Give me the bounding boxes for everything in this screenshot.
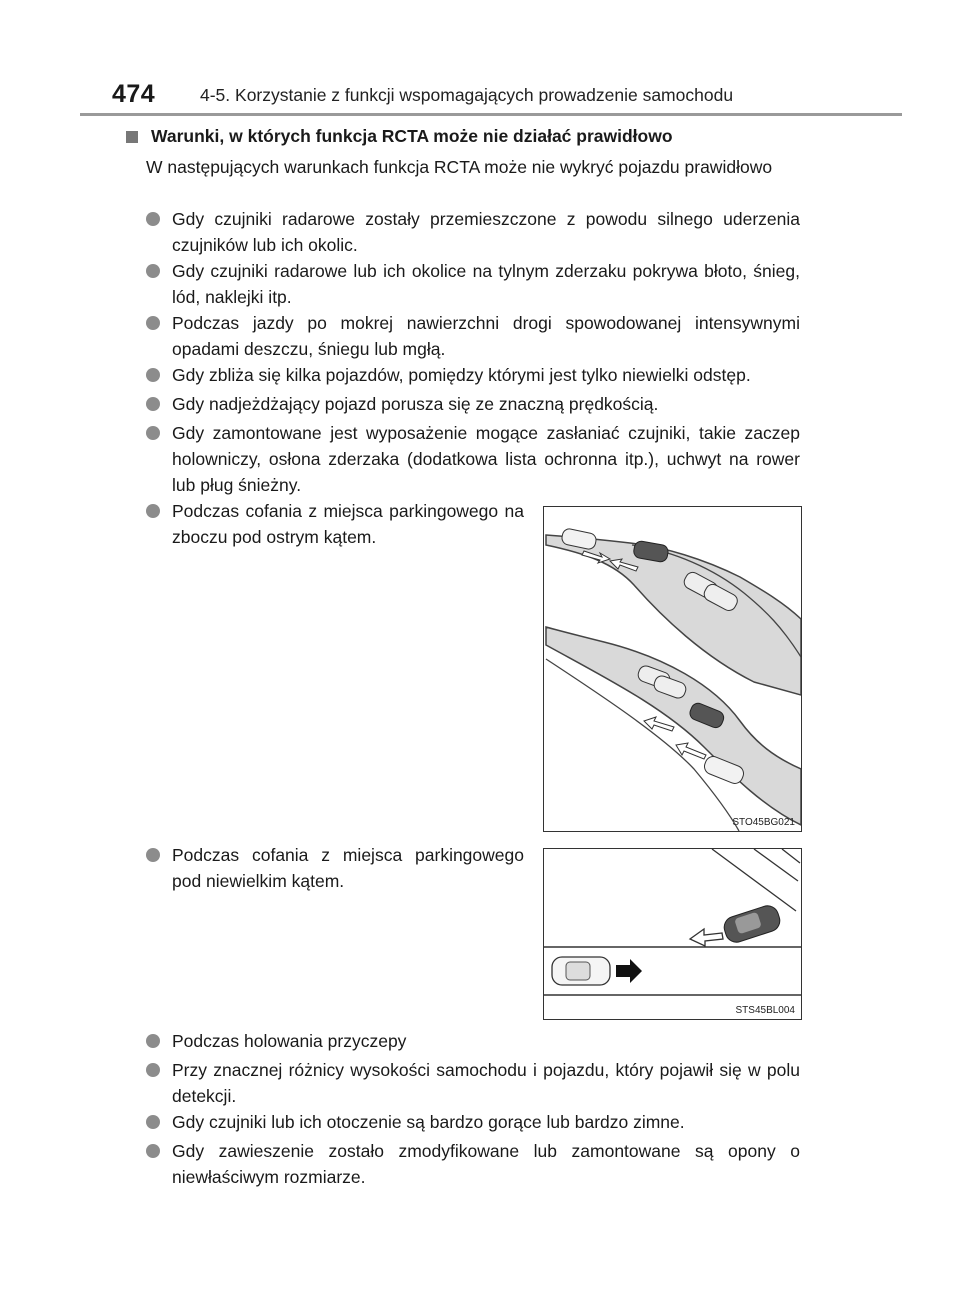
list-item-text: Gdy czujniki radarowe lub ich okolice na tylnym zderzaku pokrywa błoto, śnieg, lód, naklejki itp. — [172, 261, 800, 307]
list-item-text: Podczas holowania przyczepy — [172, 1031, 407, 1051]
list-item — [146, 258, 800, 310]
bullet-dot-icon — [146, 368, 160, 382]
list-item-text: Podczas cofania z miejsca parkingowego na zboczu pod ostrym kątem. — [172, 501, 524, 547]
list-item — [146, 391, 800, 417]
bullet-dot-icon — [146, 504, 160, 518]
figure-code: STS45BL004 — [735, 1005, 795, 1016]
bullet-dot-icon — [146, 1115, 160, 1129]
list-item — [146, 420, 800, 498]
page-header — [108, 76, 908, 116]
list-item — [146, 1138, 800, 1190]
angle-parking-figure — [543, 848, 802, 1020]
list-item — [146, 1057, 800, 1109]
list-item-text: Gdy czujniki radarowe zostały przemieszczone z powodu silnego uderzenia czujników lub ich okolic. — [172, 209, 800, 255]
list-item — [146, 842, 524, 894]
list-item — [146, 1028, 800, 1054]
list-item-text: Gdy zbliża się kilka pojazdów, pomiędzy którymi jest tylko niewielki odstęp. — [172, 365, 751, 385]
bullet-dot-icon — [146, 1063, 160, 1077]
angle-parking-illustration — [544, 849, 801, 1019]
intro-paragraph: W następujących warunkach funkcja RCTA może nie wykryć pojazdu prawidłowo — [146, 157, 773, 177]
list-item — [146, 310, 800, 362]
figure-code: STO45BG021 — [732, 817, 795, 828]
list-item-text: Podczas jazdy po mokrej nawierzchni drogi spowodowanej intensywnymi opadami deszczu, śniegu lub mgłą. — [172, 313, 800, 359]
bullet-dot-icon — [146, 848, 160, 862]
chapter-title: 4-5. Korzystanie z funkcji wspomagających prowadzenie samochodu — [200, 85, 734, 105]
list-item — [146, 1109, 800, 1135]
page-number: 474 — [112, 80, 156, 108]
list-item — [146, 498, 524, 550]
list-item-text: Gdy zawieszenie zostało zmodyfikowane lub zamontowane są opony o niewłaściwym rozmiarze. — [172, 1141, 800, 1187]
list-item-text: Gdy nadjeżdżający pojazd porusza się ze znaczną prędkością. — [172, 394, 659, 414]
bullet-dot-icon — [146, 426, 160, 440]
list-item-text: Podczas cofania z miejsca parkingowego pod niewielkim kątem. — [172, 845, 524, 891]
slope-parking-illustration — [544, 507, 801, 831]
header-divider — [80, 113, 902, 116]
list-item-text: Gdy czujniki lub ich otoczenie są bardzo gorące lub bardzo zimne. — [172, 1112, 685, 1132]
bullet-dot-icon — [146, 316, 160, 330]
section-heading-text: Warunki, w których funkcja RCTA może nie działać prawidłowo — [151, 126, 673, 146]
bullet-dot-icon — [146, 212, 160, 226]
bullet-dot-icon — [146, 1144, 160, 1158]
bullet-dot-icon — [146, 264, 160, 278]
list-item-text: Przy znacznej różnicy wysokości samochodu i pojazdu, który pojawił się w polu detekcji. — [172, 1060, 800, 1106]
square-bullet-icon — [126, 131, 138, 143]
bullet-dot-icon — [146, 1034, 160, 1048]
list-item-text: Gdy zamontowane jest wyposażenie mogące zasłaniać czujniki, takie zaczep holowniczy, osłona zderzaka (dodatkowa lista ochronna itp.), uchwyt na rower lub pług śnieżny. — [172, 423, 800, 495]
section-heading — [126, 126, 673, 147]
list-item — [146, 362, 800, 388]
slope-parking-figure — [543, 506, 802, 832]
list-item — [146, 206, 800, 258]
bullet-dot-icon — [146, 397, 160, 411]
